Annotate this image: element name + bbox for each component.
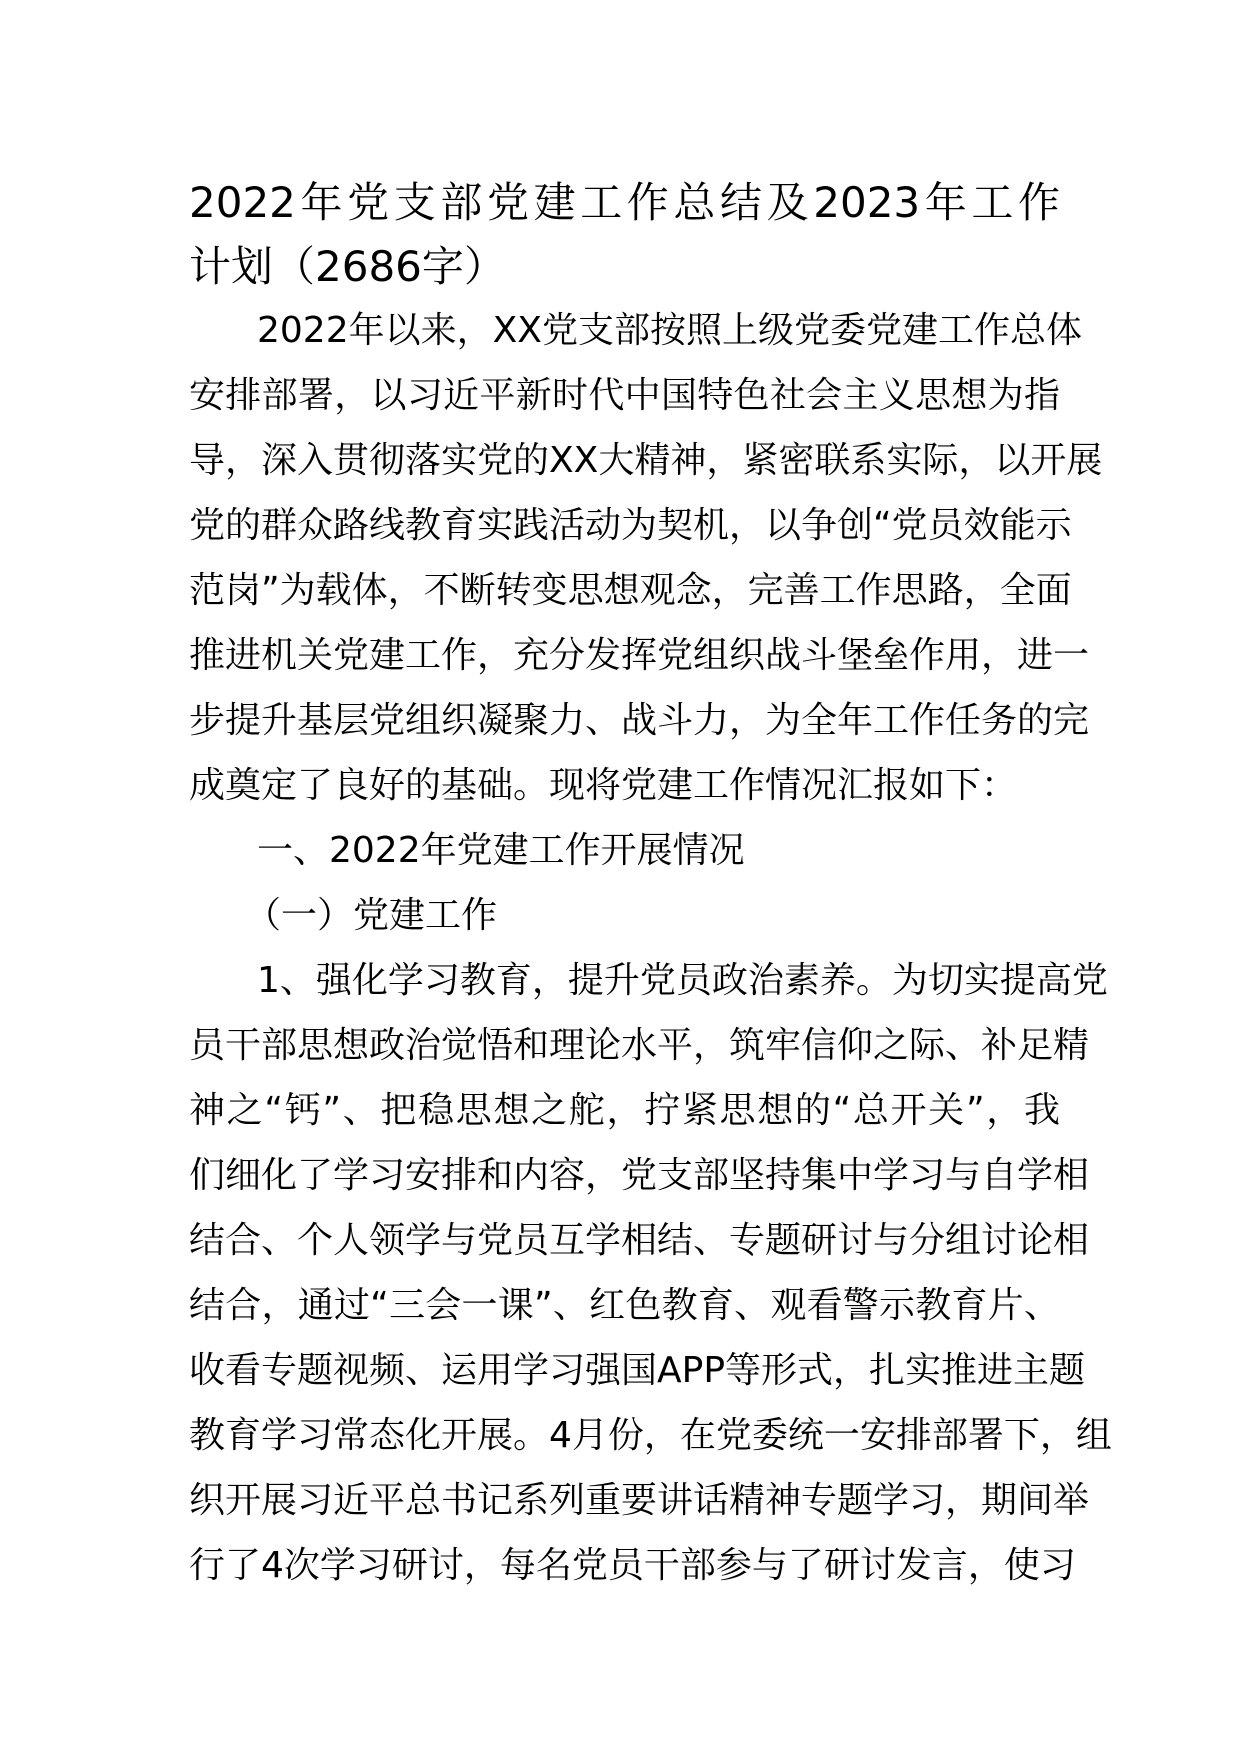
text-line: 结合、个人领学与党员互学相结、专题研讨与分组讨论相 [189, 1220, 1090, 1261]
paragraph-intro [189, 298, 1103, 818]
document-title [189, 171, 1060, 299]
title-line: 计划（2686字） [189, 242, 506, 291]
text-line: 神之“钙”、把稳思想之舵，拧紧思想的“总开关”，我 [189, 1090, 1060, 1131]
text-line: 织开展习近平总书记系列重要讲话精神专题学习，期间举 [189, 1480, 1090, 1521]
text-line: 1、强化学习教育，提升党员政治素养。为切实提高党 [257, 960, 1108, 1001]
text-line: 导，深入贯彻落实党的XX大精神，紧密联系实际，以开展 [189, 440, 1103, 481]
text-line: 收看专题视频、运用学习强国APP等形式，扎实推进主题 [189, 1350, 1086, 1391]
section-heading: 一、2022年党建工作开展情况 [257, 830, 745, 871]
text-line: 推进机关党建工作，充分发挥党组织战斗堡垒作用，进一 [189, 635, 1090, 676]
paragraph-study [189, 948, 1112, 1598]
text-line: 员干部思想政治觉悟和理论水平，筑牢信仰之际、补足精 [189, 1025, 1090, 1066]
text-line: 范岗”为载体，不断转变思想观念，完善工作思路，全面 [189, 570, 1072, 611]
subsection-heading: （一）党建工作 [245, 895, 498, 936]
document-body [189, 298, 1112, 1598]
text-line: 们细化了学习安排和内容，党支部坚持集中学习与自学相 [189, 1155, 1090, 1196]
text-line: 党的群众路线教育实践活动为契机，以争创“党员效能示 [189, 505, 1072, 546]
text-line: 安排部署，以习近平新时代中国特色社会主义思想为指 [189, 375, 1060, 416]
text-line: 步提升基层党组织凝聚力、战斗力，为全年工作任务的完 [189, 700, 1090, 741]
text-line: 行了4次学习研讨，每名党员干部参与了研讨发言，使习 [189, 1545, 1076, 1586]
title-line: 2022年党支部党建工作总结及2023年工作 [189, 178, 1060, 227]
text-line: 2022年以来，XX党支部按照上级党委党建工作总体 [257, 310, 1082, 351]
text-line: 成奠定了良好的基础。现将党建工作情况汇报如下： [189, 765, 1018, 806]
text-line: 结合，通过“三会一课”、红色教育、观看警示教育片、 [189, 1285, 1060, 1326]
text-line: 教育学习常态化开展。4月份，在党委统一安排部署下，组 [189, 1415, 1112, 1456]
